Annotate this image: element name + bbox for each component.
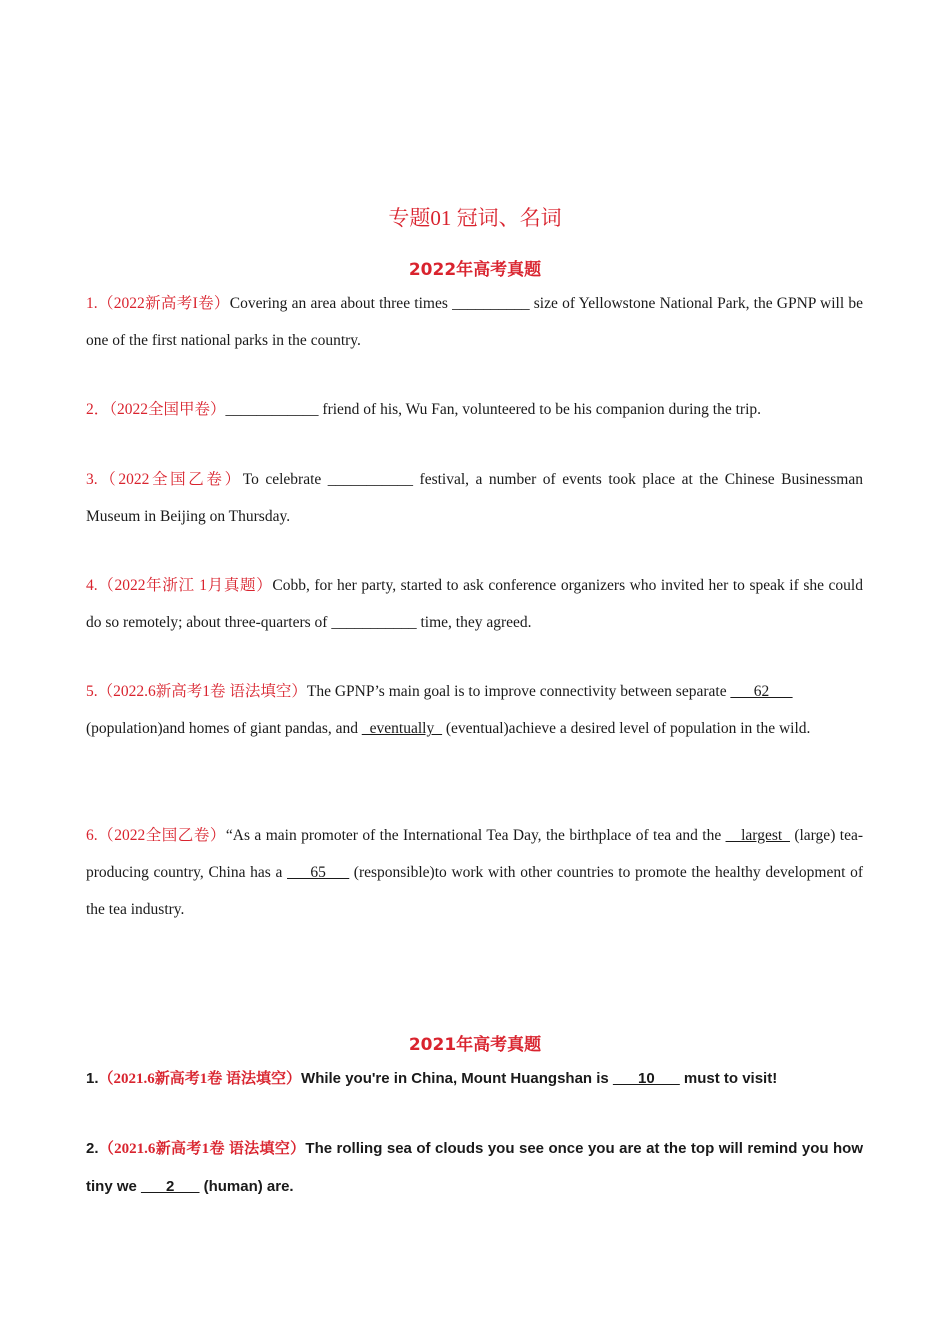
question-text: Cobb, for her party, started to ask conference organizers who invited her to speak if she could do so remotely; about three-quarters of [86,577,863,631]
section-heading-2021: 2021年高考真题 [408,1035,542,1055]
section-heading-2022: 2022年高考真题 [408,260,542,280]
question-text: “As a main promoter of the International Tea Day, the birthplace of tea and the [225,827,726,844]
question-text: (responsible)to work with other countries to promote the healthy development of the tea industry. [86,864,863,918]
question-text: The GPNP’s main goal is to improve connectivity between separate [306,683,731,700]
question-2022-3 [86,461,863,535]
answer-blank: ___2___ [141,1178,200,1195]
question-number: 1. [86,1070,99,1087]
question-number: 2． [86,401,110,418]
question-2022-1 [86,285,863,359]
question-text: To celebrate [242,471,328,488]
question-text: (population)and homes of giant pandas, and [86,720,362,737]
answer-blank: ___10___ [612,1070,680,1087]
question-number: 4. [86,577,98,594]
question-text: The rolling sea of clouds you see once you are at the top will remind you how tiny we [86,1140,863,1195]
question-source: （2022年浙江 1月真题） [97,577,273,594]
question-text: festival, a number of events took place at the Chinese Businessman Museum in Beijing on Thursday. [86,471,863,525]
question-number: 6. [86,827,98,844]
question-text: (eventual)achieve a desired level of population in the wild. [441,720,811,737]
question-2022-4 [86,567,863,641]
question-source: （2022全国甲卷） [109,401,226,418]
answer-blank: ____________ [225,401,319,418]
question-source: （2022全国乙卷） [97,827,226,844]
question-text: friend of his, Wu Fan, volunteered to be his companion during the trip. [318,401,762,418]
question-text: time, they agreed. [416,614,532,631]
question-source: （2022全国乙卷） [97,471,243,488]
question-source: （2021.6新高考1卷 语法填空） [98,1141,306,1157]
question-number: 5. [86,683,98,700]
question-source: （2021.6新高考1卷 语法填空） [98,1071,302,1087]
question-source: （2022新高考I卷） [97,295,230,312]
question-2022-2 [86,391,863,428]
question-2021-2 [86,1130,863,1205]
question-number: 3. [86,471,98,488]
answer-blank: __largest_ [725,827,790,844]
answer-blank: ___62___ [730,683,793,700]
question-text: must to visit! [679,1070,778,1087]
answer-blank: ___________ [331,614,417,631]
page-title: 专题01 冠词、名词 [388,206,562,230]
question-number: 2. [86,1140,99,1157]
answer-blank: _eventually_ [361,720,442,737]
question-text: While you're in China, Mount Huangshan is [301,1070,613,1087]
question-2021-1 [86,1060,863,1098]
question-text: Covering an area about three times [229,295,453,312]
answer-blank: ___________ [327,471,414,488]
question-text: (large) tea-producing country, China has a [86,827,863,881]
question-source: （2022.6新高考1卷 语法填空） [97,683,307,700]
question-2022-5 [86,673,863,747]
question-number: 1. [86,295,98,312]
question-2022-6 [86,817,863,928]
answer-blank: ___65___ [287,864,350,881]
question-text: (human) are. [199,1178,294,1195]
answer-blank: __________ [452,295,530,312]
question-text: size of Yellowstone National Park, the GPNP will be one of the first national parks in the country. [86,295,863,349]
